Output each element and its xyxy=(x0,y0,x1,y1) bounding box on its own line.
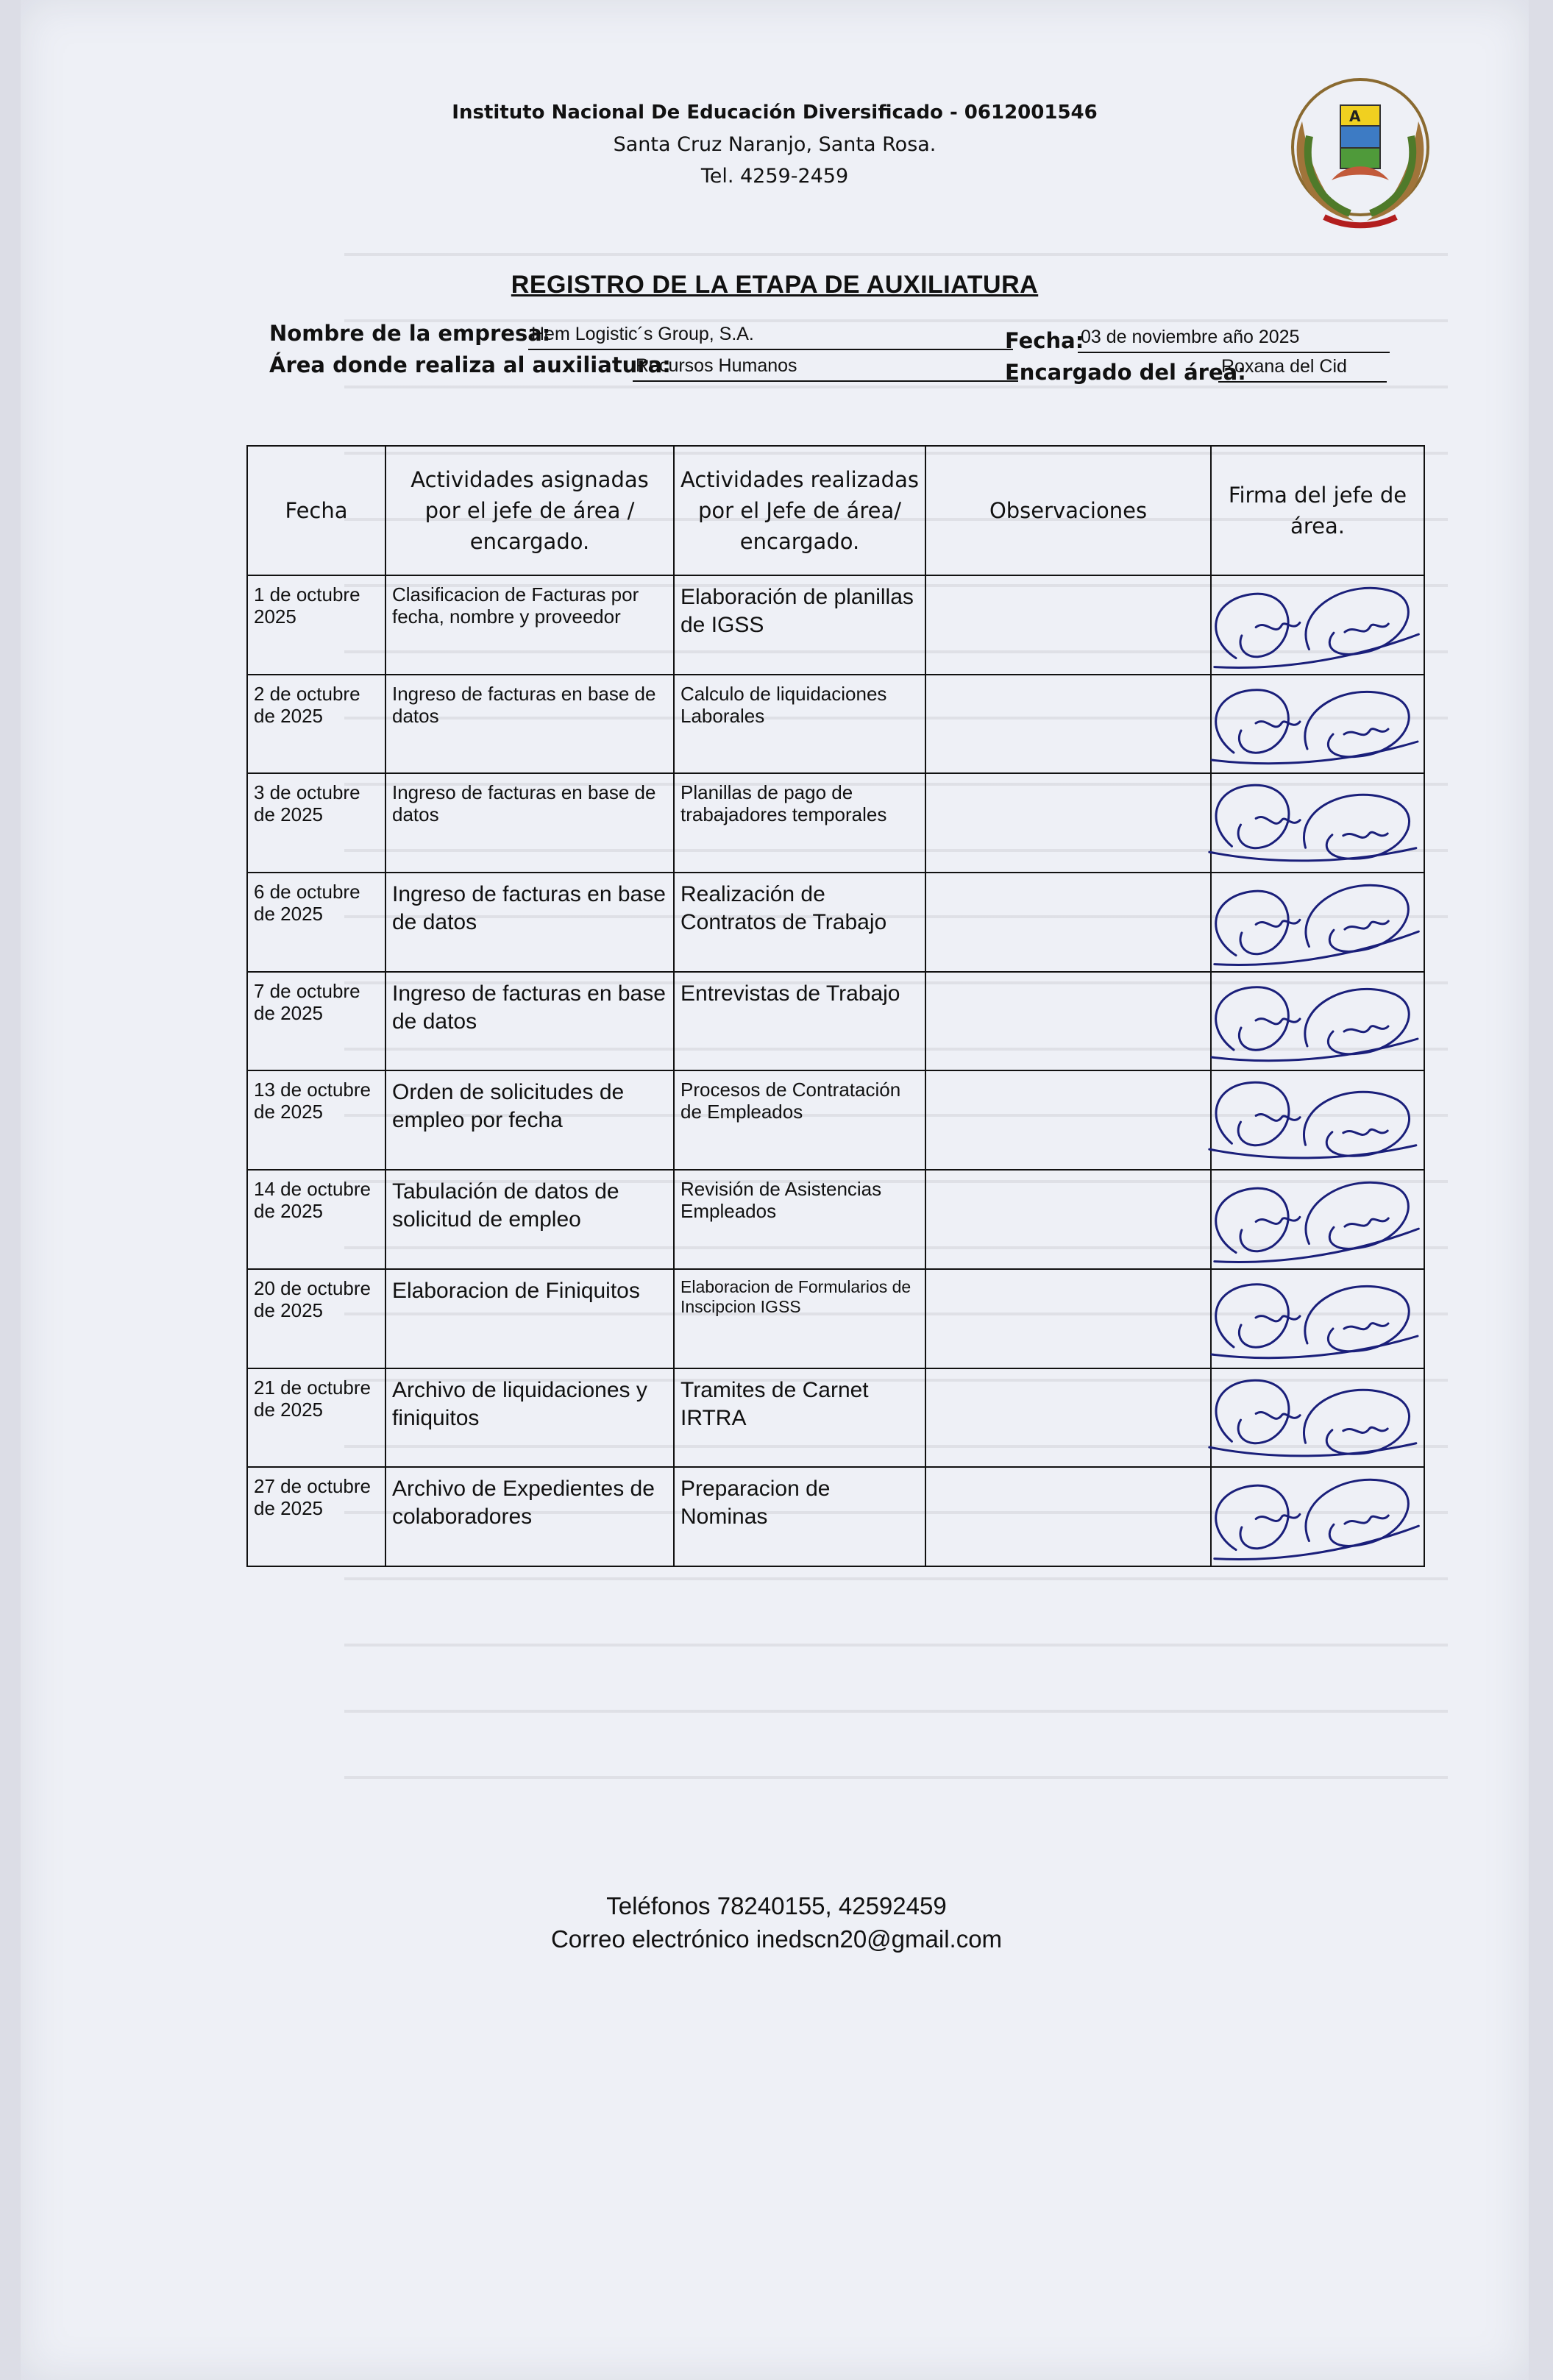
row-actividad-realizada: Revisión de Asistencias Empleados xyxy=(674,1170,925,1269)
fecha-label: Fecha: xyxy=(1005,328,1084,353)
activity-log-table xyxy=(246,445,1424,1567)
footer-phones: Teléfonos 78240155, 42592459 xyxy=(606,1892,947,1919)
table-row xyxy=(247,1070,1424,1170)
institution-phone: Tel. 4259-2459 xyxy=(700,165,849,188)
row-fecha: 7 de octubre de 2025 xyxy=(247,972,385,1071)
encargado-value: Roxana del Cid xyxy=(1218,356,1387,383)
row-fecha: 6 de octubre de 2025 xyxy=(247,873,385,972)
row-firma xyxy=(1211,972,1424,1071)
row-firma xyxy=(1211,1467,1424,1566)
row-actividad-asignada: Ingreso de facturas en base de datos xyxy=(385,773,674,873)
institution-seal-icon xyxy=(1280,70,1440,239)
row-firma xyxy=(1211,675,1424,774)
row-firma xyxy=(1211,1269,1424,1368)
table-row xyxy=(247,575,1424,675)
area-label: Área donde realiza al auxiliatura: xyxy=(269,352,671,377)
table-row xyxy=(247,675,1424,774)
table-row xyxy=(247,1467,1424,1566)
row-observaciones xyxy=(925,972,1211,1071)
table-row xyxy=(247,972,1424,1071)
row-fecha: 20 de octubre de 2025 xyxy=(247,1269,385,1368)
row-actividad-realizada: Procesos de Contratación de Empleados xyxy=(674,1070,925,1170)
row-actividad-asignada: Orden de solicitudes de empleo por fecha xyxy=(385,1070,674,1170)
table-row xyxy=(247,773,1424,873)
institution-name: Instituto Nacional De Educación Diversificado - 0612001546 xyxy=(452,102,1098,124)
header-firma: Firma del jefe de área. xyxy=(1211,446,1424,575)
document-page xyxy=(21,0,1529,2380)
row-fecha: 14 de octubre de 2025 xyxy=(247,1170,385,1269)
row-fecha: 1 de octubre 2025 xyxy=(247,575,385,675)
row-fecha: 21 de octubre de 2025 xyxy=(247,1368,385,1468)
row-actividad-asignada: Elaboracion de Finiquitos xyxy=(385,1269,674,1368)
empresa-value: Hem Logistic´s Group, S.A. xyxy=(528,324,1013,350)
institution-address: Santa Cruz Naranjo, Santa Rosa. xyxy=(613,133,937,156)
table-header-row xyxy=(247,446,1424,575)
row-firma xyxy=(1211,575,1424,675)
row-fecha: 13 de octubre de 2025 xyxy=(247,1070,385,1170)
table-row xyxy=(247,1170,1424,1269)
area-value: Recursos Humanos xyxy=(633,355,1018,382)
row-actividad-asignada: Ingreso de facturas en base de datos xyxy=(385,972,674,1071)
header-actividades-realizadas: Actividades realizadas por el Jefe de área/ encargado. xyxy=(674,446,925,575)
table-row xyxy=(247,1269,1424,1368)
row-fecha: 27 de octubre de 2025 xyxy=(247,1467,385,1566)
row-observaciones xyxy=(925,675,1211,774)
header-observaciones: Observaciones xyxy=(925,446,1211,575)
row-actividad-asignada: Tabulación de datos de solicitud de empleo xyxy=(385,1170,674,1269)
row-actividad-realizada: Calculo de liquidaciones Laborales xyxy=(674,675,925,774)
row-actividad-realizada: Realización de Contratos de Trabajo xyxy=(674,873,925,972)
document-title: REGISTRO DE LA ETAPA DE AUXILIATURA xyxy=(511,271,1039,299)
svg-text:A: A xyxy=(1349,107,1361,125)
row-actividad-realizada: Preparacion de Nominas xyxy=(674,1467,925,1566)
row-actividad-asignada: Archivo de Expedientes de colaboradores xyxy=(385,1467,674,1566)
row-observaciones xyxy=(925,1368,1211,1468)
empresa-label: Nombre de la empresa: xyxy=(269,321,551,346)
row-actividad-realizada: Entrevistas de Trabajo xyxy=(674,972,925,1071)
row-actividad-realizada: Elaboracion de Formularios de Inscipcion IGSS xyxy=(674,1269,925,1368)
row-fecha: 2 de octubre de 2025 xyxy=(247,675,385,774)
row-firma xyxy=(1211,1070,1424,1170)
row-observaciones xyxy=(925,1467,1211,1566)
row-firma xyxy=(1211,1368,1424,1468)
handwritten-signature-icon xyxy=(1182,1457,1425,1574)
row-actividad-asignada: Clasificacion de Facturas por fecha, nombre y proveedor xyxy=(385,575,674,675)
row-actividad-realizada: Planillas de pago de trabajadores temporales xyxy=(674,773,925,873)
header-fecha: Fecha xyxy=(247,446,385,575)
row-actividad-asignada: Archivo de liquidaciones y finiquitos xyxy=(385,1368,674,1468)
contact-footer xyxy=(0,1889,1553,1955)
footer-email: Correo electrónico inedscn20@gmail.com xyxy=(550,1925,1003,1953)
row-fecha: 3 de octubre de 2025 xyxy=(247,773,385,873)
row-firma xyxy=(1211,1170,1424,1269)
row-firma xyxy=(1211,873,1424,972)
row-actividad-asignada: Ingreso de facturas en base de datos xyxy=(385,675,674,774)
row-observaciones xyxy=(925,1170,1211,1269)
row-observaciones xyxy=(925,1070,1211,1170)
row-actividad-realizada: Elaboración de planillas de IGSS xyxy=(674,575,925,675)
table-row xyxy=(247,1368,1424,1468)
row-observaciones xyxy=(925,773,1211,873)
row-observaciones xyxy=(925,1269,1211,1368)
row-observaciones xyxy=(925,575,1211,675)
fecha-value: 03 de noviembre año 2025 xyxy=(1078,327,1390,353)
header-actividades-asignadas: Actividades asignadas por el jefe de área / encargado. xyxy=(385,446,674,575)
row-actividad-realizada: Tramites de Carnet IRTRA xyxy=(674,1368,925,1468)
table-row xyxy=(247,873,1424,972)
row-observaciones xyxy=(925,873,1211,972)
row-firma xyxy=(1211,773,1424,873)
row-actividad-asignada: Ingreso de facturas en base de datos xyxy=(385,873,674,972)
encargado-label: Encargado del área: xyxy=(1005,360,1246,385)
